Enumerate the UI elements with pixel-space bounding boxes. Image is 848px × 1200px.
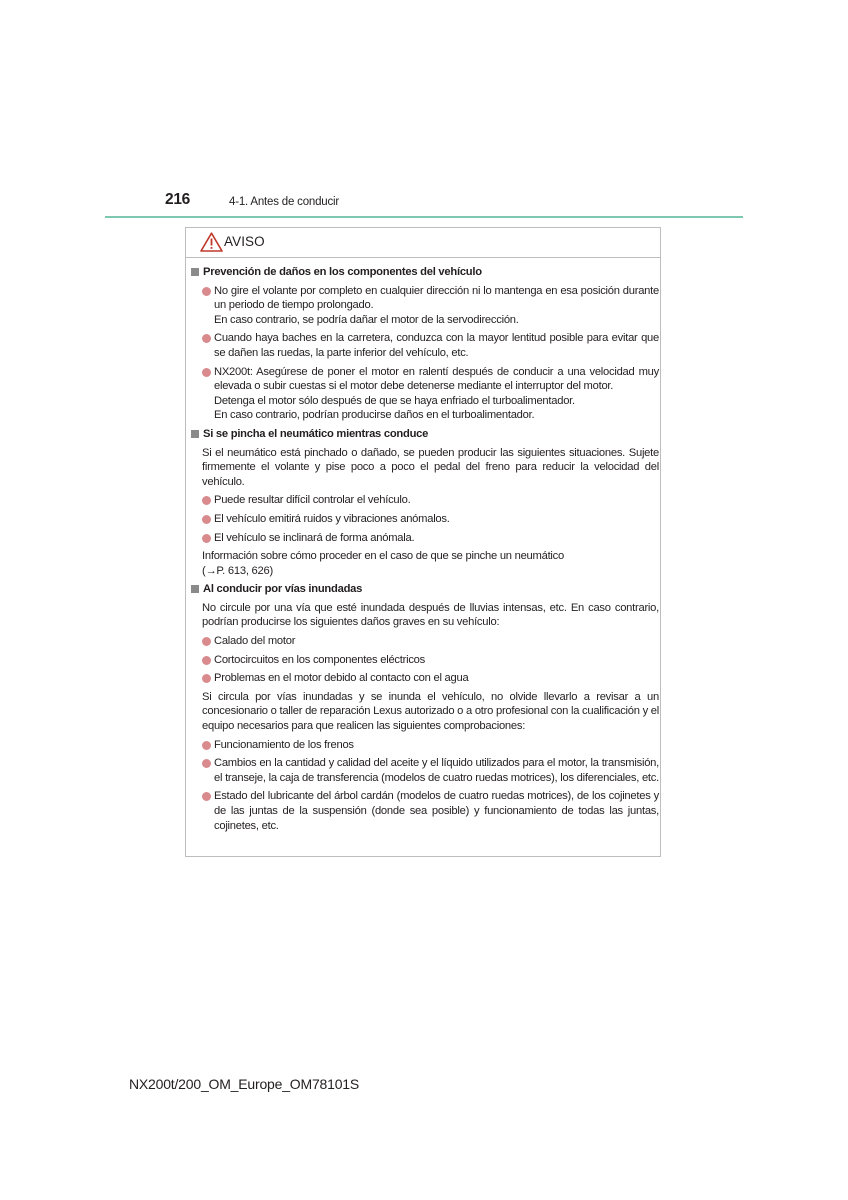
- header-divider: [105, 216, 743, 218]
- list-item: Cambios en la cantidad y calidad del aceite y el líquido utilizados para el motor, la transmisión, el transeje, la caja de transferencia (modelos de cuatro ruedas motrices), los diferenciales, etc.: [191, 756, 659, 785]
- warning-triangle-icon: [200, 232, 223, 252]
- document-code: NX200t/200_OM_Europe_OM78101S: [129, 1076, 360, 1092]
- list-item: Cuando haya baches en la carretera, conduzca con la mayor lentitud posible para evitar que se dañen las ruedas, la parte inferior del vehículo, etc.: [191, 331, 659, 360]
- section-square-icon: [191, 268, 199, 276]
- warning-box: [185, 227, 661, 857]
- list-item: Puede resultar difícil controlar el vehículo.: [191, 493, 659, 508]
- paragraph: Si circula por vías inundadas y se inunda el vehículo, no olvide llevarlo a revisar a un concesionario o taller de reparación Lexus autorizado o a otro profesional con la cualificación y el equipo necesarios para que realicen las siguientes comprobaciones:: [202, 690, 659, 733]
- section-heading-flat-tire: Si se pincha el neumático mientras conduce: [191, 427, 659, 442]
- paragraph: Si el neumático está pinchado o dañado, se pueden producir las siguientes situaciones. Sujete firmemente el volante y pise poco a poco el pedal del freno para reducir la velocidad del vehículo.: [202, 446, 659, 488]
- bullet-dot-icon: [202, 496, 211, 505]
- bullet-dot-icon: [202, 368, 211, 377]
- section-heading-flooded-roads: Al conducir por vías inundadas: [191, 582, 659, 597]
- paragraph: No circule por una vía que esté inundada después de lluvias intensas, etc. En caso contrario, podrían producirse los siguientes daños graves en su vehículo:: [202, 601, 659, 629]
- paragraph: Información sobre cómo proceder en el caso de que se pinche un neumático (→P. 613, 626): [191, 549, 659, 578]
- warning-title: AVISO: [224, 234, 265, 249]
- list-item: El vehículo emitirá ruidos y vibraciones anómalos.: [191, 512, 659, 527]
- section-title: 4-1. Antes de conducir: [229, 196, 340, 208]
- list-item: El vehículo se inclinará de forma anómala.: [191, 531, 659, 546]
- list-item: NX200t: Asegúrese de poner el motor en ralentí después de conducir a una velocidad muy elevada o subir cuestas si el motor debe detenerse mediante el interruptor del motor. Detenga el motor sólo después de que se haya enfriado el turboalimentador. En caso contrario, podrían producirse daños en el turboalimentador.: [191, 365, 659, 423]
- list-item: Cortocircuitos en los componentes eléctricos: [191, 653, 659, 668]
- bullet-dot-icon: [202, 515, 211, 524]
- list-item: No gire el volante por completo en cualquier dirección ni lo mantenga en esa posición durante un periodo de tiempo prolongado. En caso contrario, se podría dañar el motor de la servodirección.: [191, 284, 659, 328]
- bullet-dot-icon: [202, 656, 211, 665]
- list-item: Calado del motor: [191, 634, 659, 649]
- page-number: 216: [165, 191, 190, 208]
- page-header: [0, 0, 848, 220]
- list-item: Funcionamiento de los frenos: [191, 738, 659, 753]
- bullet-dot-icon: [202, 741, 211, 750]
- list-item: Problemas en el motor debido al contacto con el agua: [191, 671, 659, 686]
- bullet-dot-icon: [202, 287, 211, 296]
- bullet-dot-icon: [202, 674, 211, 683]
- warning-title-bar: [186, 228, 660, 258]
- page-reference: (→P. 613, 626): [202, 564, 273, 577]
- section-square-icon: [191, 430, 199, 438]
- bullet-dot-icon: [202, 759, 211, 768]
- bullet-dot-icon: [202, 792, 211, 801]
- bullet-dot-icon: [202, 334, 211, 343]
- list-item: Estado del lubricante del árbol cardán (modelos de cuatro ruedas motrices), de los cojinetes y de las juntas de la suspensión (donde sea posible) y funcionamiento de todas las juntas, cojinetes, etc.: [191, 789, 659, 833]
- section-square-icon: [191, 585, 199, 593]
- bullet-dot-icon: [202, 637, 211, 646]
- section-heading-damage-prevention: Prevención de daños en los componentes del vehículo: [191, 265, 659, 280]
- bullet-dot-icon: [202, 534, 211, 543]
- warning-content: [191, 265, 659, 837]
